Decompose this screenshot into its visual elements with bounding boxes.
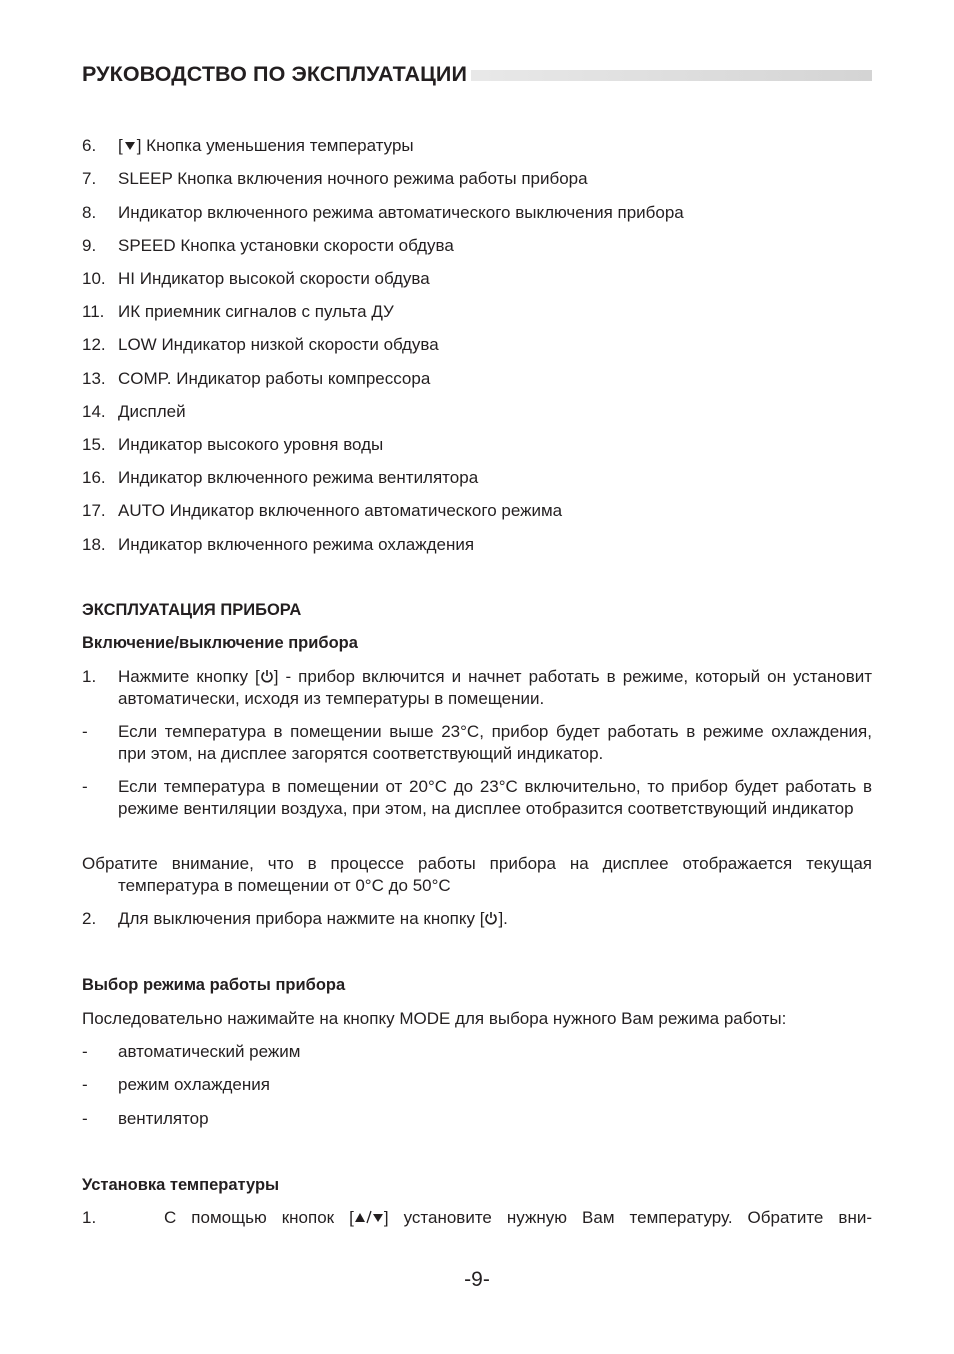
- subheading-mode: Выбор режима работы прибора: [82, 976, 346, 994]
- list-number: 17.: [82, 501, 106, 520]
- list-number: 18.: [82, 535, 106, 554]
- list-text: Индикатор включенного режима охлаждения: [118, 535, 475, 554]
- subheading-temperature: Установка температуры: [82, 1176, 280, 1194]
- section-heading-operation: ЭКСПЛУАТАЦИЯ ПРИБОРА: [82, 601, 302, 619]
- page-number: -9-: [464, 1268, 490, 1291]
- list-number: 7.: [82, 169, 97, 188]
- page-title: РУКОВОДСТВО ПО ЭКСПЛУАТАЦИИ: [82, 60, 471, 88]
- dash-mark: -: [82, 1109, 88, 1128]
- instruction-text: Нажмите кнопку [ ] - прибор включится и начнет работать в режиме, который он установит автоматически, исходя из температуры в помещении.: [118, 667, 873, 708]
- list-number: 1.: [82, 1208, 97, 1227]
- list-number: 6.: [82, 136, 97, 155]
- dash-mark: -: [82, 722, 88, 741]
- dash-mark: -: [82, 777, 88, 796]
- power-icon: [260, 669, 274, 683]
- list-number: 1.: [82, 667, 97, 686]
- note-paragraph: Обратите внимание, что в процессе работы прибора на дисплее отображается текущая температура в помещении от 0°С до 50°С: [82, 854, 872, 895]
- page-header: [82, 60, 872, 90]
- list-text: ИК приемник сигналов с пульта ДУ: [118, 302, 394, 321]
- list-number: 14.: [82, 402, 106, 421]
- dash-mark: -: [82, 1075, 88, 1094]
- list-text: HI Индикатор высокой скорости обдува: [118, 269, 430, 288]
- list-text: SPEED Кнопка установки скорости обдува: [118, 236, 454, 255]
- bullet-text: вентилятор: [118, 1109, 209, 1128]
- up-down-triangle-icons: [354, 1210, 384, 1224]
- list-number: 10.: [82, 269, 106, 288]
- instruction-text: Для выключения прибора нажмите на кнопку [ ].: [118, 909, 508, 928]
- list-text: [ ] Кнопка уменьшения температуры: [118, 136, 414, 155]
- list-text: LOW Индикатор низкой скорости обдува: [118, 335, 439, 354]
- down-triangle-icon: [123, 138, 137, 152]
- list-number: 11.: [82, 302, 105, 321]
- list-text: Индикатор включенного режима вентилятора: [118, 468, 479, 487]
- list-number: 12.: [82, 335, 106, 354]
- bullet-text: автоматический режим: [118, 1042, 301, 1061]
- power-icon: [484, 911, 498, 925]
- list-number: 15.: [82, 435, 106, 454]
- instruction-text: С помощью кнопок [ ] установите нужную Вам температуру. Обратите вни-: [164, 1208, 872, 1227]
- list-number: 13.: [82, 369, 106, 388]
- list-number: 16.: [82, 468, 106, 487]
- list-text: SLEEP Кнопка включения ночного режима работы прибора: [118, 169, 588, 188]
- list-text: Индикатор включенного режима автоматического выключения прибора: [118, 203, 684, 222]
- mode-intro: Последовательно нажимайте на кнопку MODE для выбора нужного Вам режима работы:: [82, 1009, 787, 1028]
- dash-mark: -: [82, 1042, 88, 1061]
- list-number: 9.: [82, 236, 97, 255]
- list-number: 8.: [82, 203, 97, 222]
- subheading-onoff: Включение/выключение прибора: [82, 634, 358, 652]
- list-number: 2.: [82, 909, 97, 928]
- bullet-text: режим охлаждения: [118, 1075, 270, 1094]
- list-text: Индикатор высокого уровня воды: [118, 435, 384, 454]
- list-text: COMP. Индикатор работы компрессора: [118, 369, 431, 388]
- list-text: AUTO Индикатор включенного автоматического режима: [118, 501, 563, 520]
- list-text: Дисплей: [118, 402, 186, 421]
- bullet-text: Если температура в помещении выше 23°С, прибор будет работать в режиме охлаждения, при этом, на дисплее загорятся соответствующий индикатор.: [118, 722, 872, 763]
- bullet-text: Если температура в помещении от 20°С до 23°С включительно, то прибор будет работать в режиме вентиляции воздуха, при этом, на дисплее отобразится соответствующий индикатор: [118, 777, 872, 818]
